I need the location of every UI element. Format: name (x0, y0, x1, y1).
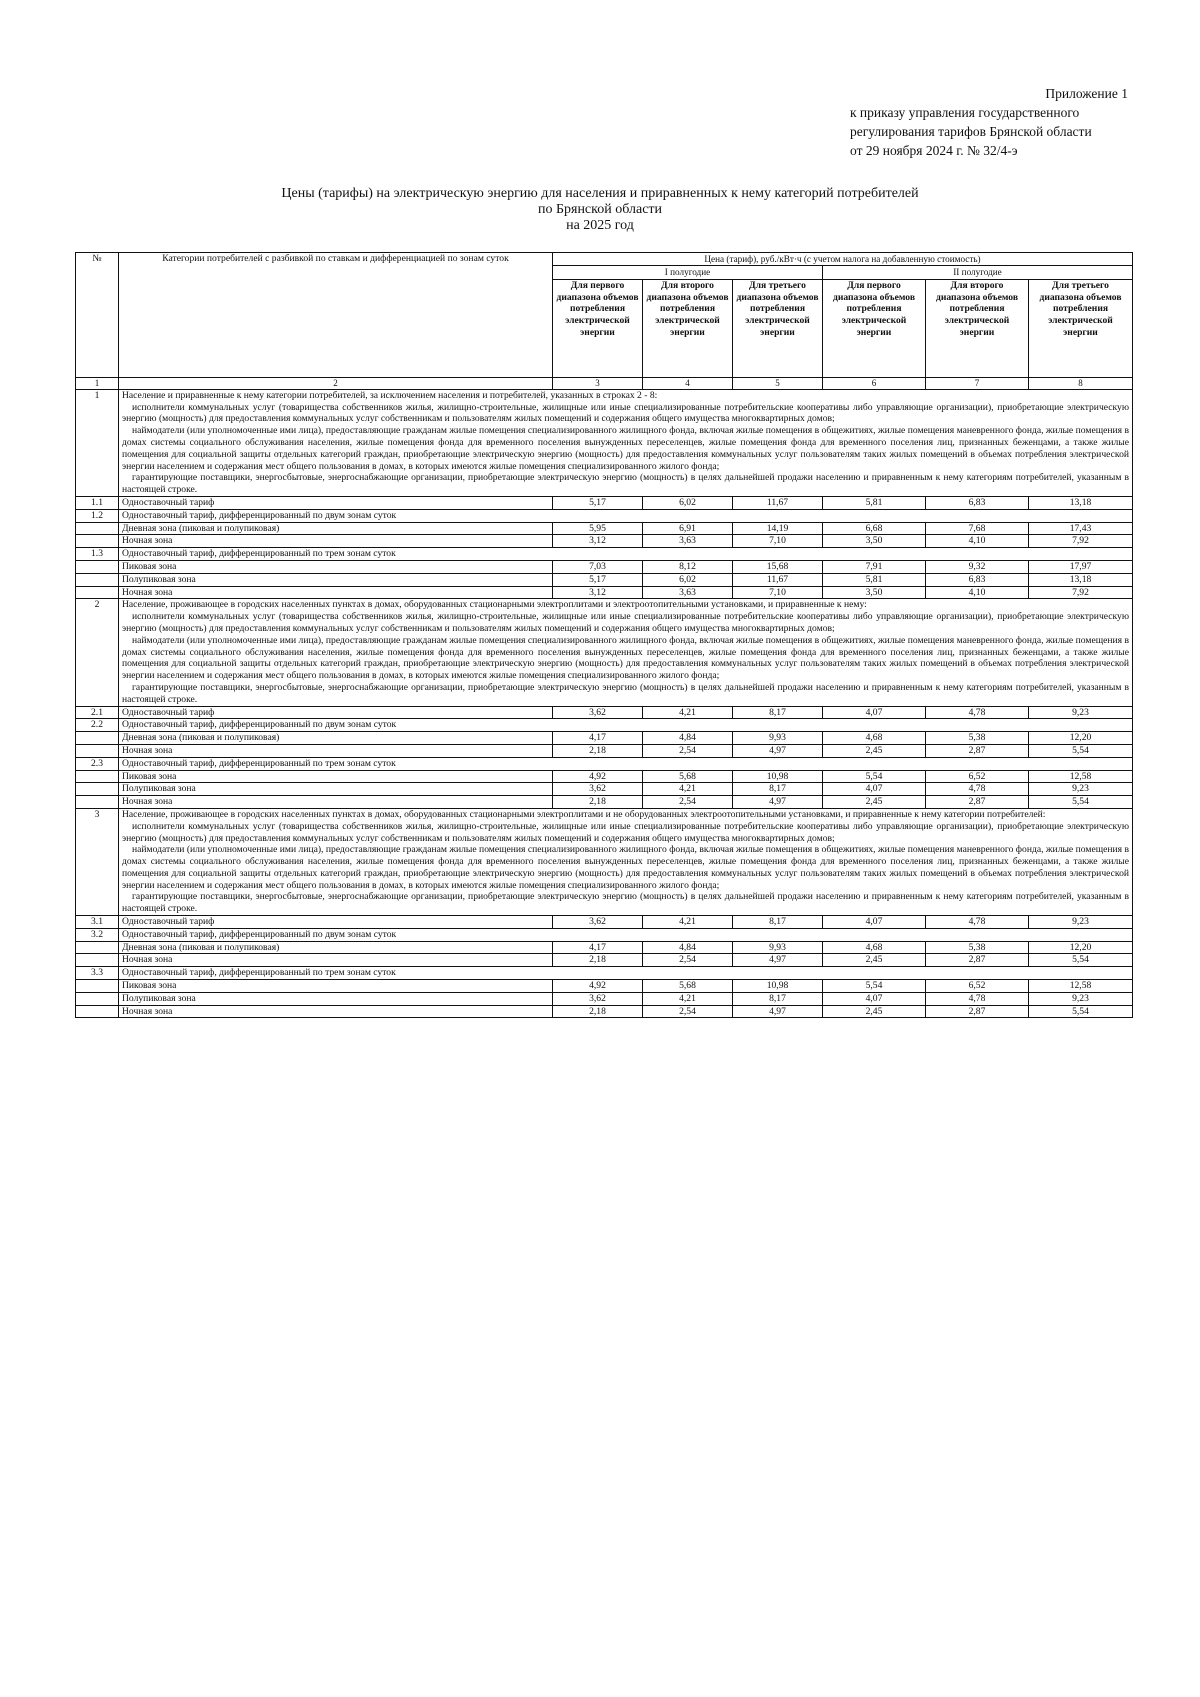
row-number (76, 796, 119, 809)
tariff-value: 5,54 (1029, 744, 1133, 757)
tariff-value: 2,54 (643, 954, 733, 967)
tariff-value: 5,38 (926, 732, 1029, 745)
column-number: 6 (823, 377, 926, 389)
table-row (76, 573, 1133, 586)
header-half-1: I полугодие (553, 266, 823, 279)
annex-order-line: к приказу управления государственного (850, 105, 1080, 120)
tariff-value: 2,54 (643, 796, 733, 809)
tariff-value: 5,17 (553, 573, 643, 586)
row-number (76, 586, 119, 599)
tariff-value: 4,97 (733, 796, 823, 809)
tariff-table (75, 252, 1133, 1018)
document-title (130, 186, 1070, 234)
category-description (119, 808, 1133, 915)
tariff-value: 6,68 (823, 522, 926, 535)
tariff-value: 9,23 (1029, 783, 1133, 796)
tariff-value: 5,17 (553, 496, 643, 509)
category-lead-text: Население и приравненные к нему категории потребителей, за исключением населения и потребителей, указанных в строках 2 - 8: (122, 389, 658, 401)
tariff-value: 2,87 (926, 1005, 1029, 1018)
annex-authority-line: регулирования тарифов Брянской области (850, 124, 1092, 139)
tariff-value: 10,98 (733, 980, 823, 993)
table-row (76, 770, 1133, 783)
tariff-value: 4,92 (553, 980, 643, 993)
tariff-value: 4,68 (823, 941, 926, 954)
category-paragraph: гарантирующие поставщики, энергосбытовые, энергоснабжающие организации, приобретающие электрическую энергию (мощность) в целях дальнейшей продажи населению и приравненным к нему категориям потребителей, указанным в настоящей строке. (122, 891, 1130, 915)
header-category: Категории потребителей с разбивкой по ставкам и дифференциацией по зонам суток (119, 253, 553, 378)
tariff-value: 2,87 (926, 796, 1029, 809)
row-number: 3.2 (76, 928, 119, 941)
tariff-group-label: Одноставочный тариф, дифференцированный по двум зонам суток (119, 719, 1133, 732)
section-number: 1 (76, 389, 119, 496)
tariff-label: Ночная зона (119, 535, 553, 548)
table-row (76, 719, 1133, 732)
table-row (76, 757, 1133, 770)
tariff-value: 7,92 (1029, 586, 1133, 599)
tariff-value: 8,17 (733, 706, 823, 719)
tariff-value: 5,54 (823, 980, 926, 993)
row-number (76, 744, 119, 757)
tariff-value: 4,68 (823, 732, 926, 745)
column-number: 8 (1029, 377, 1133, 389)
header-h1-range-2: Для второго диапазона объемов потребления электрической энергии (643, 279, 733, 377)
row-number (76, 992, 119, 1005)
table-row (76, 522, 1133, 535)
tariff-value: 4,10 (926, 586, 1029, 599)
tariff-value: 4,07 (823, 783, 926, 796)
category-description-row (76, 389, 1133, 496)
tariff-group-label: Одноставочный тариф, дифференцированный по двум зонам суток (119, 509, 1133, 522)
table-row (76, 496, 1133, 509)
table-row (76, 967, 1133, 980)
section-number: 3 (76, 808, 119, 915)
tariff-value: 4,78 (926, 992, 1029, 1005)
table-row (76, 992, 1133, 1005)
row-number: 1.1 (76, 496, 119, 509)
row-number (76, 573, 119, 586)
tariff-value: 9,32 (926, 560, 1029, 573)
tariff-value: 9,23 (1029, 706, 1133, 719)
row-number: 3.1 (76, 916, 119, 929)
tariff-value: 9,93 (733, 732, 823, 745)
table-row (76, 980, 1133, 993)
tariff-value: 4,78 (926, 916, 1029, 929)
tariff-value: 2,87 (926, 744, 1029, 757)
tariff-value: 4,10 (926, 535, 1029, 548)
tariff-value: 4,84 (643, 732, 733, 745)
tariff-value: 6,52 (926, 770, 1029, 783)
tariff-value: 15,68 (733, 560, 823, 573)
category-paragraph: исполнители коммунальных услуг (товарищества собственников жилья, жилищно-строительные, жилищные или иные специализированные потребительские кооперативы либо управляющие организации), приобретающие электрическую энергию (мощность) для предоставления коммунальных услуг собственникам и пользователям жилых помещений и содержания общего имущества многоквартирных домов; (122, 820, 1130, 844)
tariff-value: 14,19 (733, 522, 823, 535)
tariff-value: 7,91 (823, 560, 926, 573)
column-number: 3 (553, 377, 643, 389)
category-paragraph: исполнители коммунальных услуг (товарищества собственников жилья, жилищно-строительные, жилищные или иные специализированные потребительские кооперативы либо управляющие организации), приобретающие электрическую энергию (мощность) для предоставления коммунальных услуг собственникам и пользователям жилых помещений и содержания общего имущества многоквартирных домов; (122, 401, 1130, 425)
tariff-label: Одноставочный тариф (119, 706, 553, 719)
tariff-group-label: Одноставочный тариф, дифференцированный по двум зонам суток (119, 928, 1133, 941)
table-row (76, 732, 1133, 745)
tariff-label: Одноставочный тариф (119, 496, 553, 509)
tariff-value: 3,62 (553, 916, 643, 929)
tariff-value: 5,81 (823, 573, 926, 586)
table-row (76, 586, 1133, 599)
tariff-value: 5,81 (823, 496, 926, 509)
column-number: 7 (926, 377, 1029, 389)
table-row (76, 916, 1133, 929)
row-number: 2.3 (76, 757, 119, 770)
title-line-2: по Брянской области (537, 202, 663, 217)
row-number (76, 770, 119, 783)
table-row (76, 535, 1133, 548)
annex-header (850, 84, 1150, 160)
table-row (76, 706, 1133, 719)
tariff-value: 4,21 (643, 916, 733, 929)
tariff-label: Ночная зона (119, 744, 553, 757)
tariff-label: Пиковая зона (119, 770, 553, 783)
tariff-value: 5,54 (1029, 954, 1133, 967)
tariff-value: 13,18 (1029, 573, 1133, 586)
table-row (76, 548, 1133, 561)
annex-number: Приложение 1 (1045, 86, 1128, 101)
tariff-value: 5,95 (553, 522, 643, 535)
tariff-value: 7,03 (553, 560, 643, 573)
tariff-value: 9,93 (733, 941, 823, 954)
tariff-value: 4,97 (733, 744, 823, 757)
tariff-value: 4,78 (926, 706, 1029, 719)
tariff-value: 2,87 (926, 954, 1029, 967)
tariff-value: 12,20 (1029, 732, 1133, 745)
row-number (76, 522, 119, 535)
column-number: 1 (76, 377, 119, 389)
column-number: 5 (733, 377, 823, 389)
tariff-value: 17,97 (1029, 560, 1133, 573)
column-numbers-row (76, 377, 1133, 389)
header-h2-range-2: Для второго диапазона объемов потребления электрической энергии (926, 279, 1029, 377)
row-number (76, 980, 119, 993)
title-line-1: Цены (тарифы) на электрическую энергию для населения и приравненных к нему категорий потребителей (281, 186, 919, 201)
tariff-value: 4,78 (926, 783, 1029, 796)
tariff-value: 2,54 (643, 1005, 733, 1018)
row-number (76, 783, 119, 796)
tariff-value: 2,18 (553, 954, 643, 967)
tariff-group-label: Одноставочный тариф, дифференцированный по трем зонам суток (119, 757, 1133, 770)
tariff-value: 17,43 (1029, 522, 1133, 535)
tariff-label: Пиковая зона (119, 980, 553, 993)
tariff-value: 4,84 (643, 941, 733, 954)
tariff-value: 3,63 (643, 586, 733, 599)
tariff-value: 2,45 (823, 796, 926, 809)
tariff-value: 3,50 (823, 586, 926, 599)
table-row (76, 783, 1133, 796)
header-h1-range-3: Для третьего диапазона объемов потребления электрической энергии (733, 279, 823, 377)
table-row (76, 560, 1133, 573)
tariff-value: 2,54 (643, 744, 733, 757)
category-paragraph: наймодатели (или уполномоченные ими лица), предоставляющие гражданам жилые помещения специализированного жилищного фонда, включая жилые помещения в общежитиях, жилые помещения маневренного фонда, жилые помещения в домах системы социального обслуживания населения, жилые помещения фонда для временного поселения вынужденных переселенцев, жилые помещения фонда для временного поселения лиц, признанных беженцами, а также жилые помещения для социальной защиты отдельных категорий граждан, приобретающие электрическую энергию (мощность) для предоставления коммунальных услуг пользователям таких жилых помещений в объемах потребления электрической энергии населением и содержания мест общего пользования в домах, в которых имеются жилые помещения специализированного жилого фонда; (122, 425, 1130, 472)
tariff-value: 6,52 (926, 980, 1029, 993)
row-number (76, 941, 119, 954)
category-paragraph: гарантирующие поставщики, энергосбытовые, энергоснабжающие организации, приобретающие электрическую энергию (мощность) в целях дальнейшей продажи населению и приравненным к нему категориям потребителей, указанным в настоящей строке. (122, 681, 1130, 705)
tariff-value: 4,92 (553, 770, 643, 783)
tariff-label: Ночная зона (119, 586, 553, 599)
tariff-value: 4,07 (823, 916, 926, 929)
tariff-value: 3,62 (553, 992, 643, 1005)
tariff-group-label: Одноставочный тариф, дифференцированный по трем зонам суток (119, 548, 1133, 561)
category-lead-text: Население, проживающее в городских населенных пунктах в домах, оборудованных стационарными электроплитами и не оборудованных электроотопительными установками, и приравненные к нему категории потребителей: (122, 808, 1046, 820)
tariff-value: 5,54 (1029, 796, 1133, 809)
tariff-value: 8,17 (733, 783, 823, 796)
category-description-row (76, 599, 1133, 706)
tariff-value: 4,21 (643, 706, 733, 719)
tariff-value: 4,97 (733, 954, 823, 967)
tariff-value: 5,54 (1029, 1005, 1133, 1018)
category-paragraph: гарантирующие поставщики, энергосбытовые, энергоснабжающие организации, приобретающие электрическую энергию (мощность) в целях дальнейшей продажи населению и приравненным к нему категориям потребителей, указанным в настоящей строке. (122, 472, 1130, 496)
tariff-value: 6,02 (643, 496, 733, 509)
tariff-value: 4,17 (553, 732, 643, 745)
tariff-value: 4,17 (553, 941, 643, 954)
tariff-value: 5,54 (823, 770, 926, 783)
tariff-value: 6,91 (643, 522, 733, 535)
tariff-value: 5,38 (926, 941, 1029, 954)
row-number (76, 1005, 119, 1018)
row-number: 2.2 (76, 719, 119, 732)
header-number: № (76, 253, 119, 378)
tariff-value: 4,07 (823, 706, 926, 719)
tariff-value: 12,58 (1029, 770, 1133, 783)
tariff-value: 8,12 (643, 560, 733, 573)
row-number: 2.1 (76, 706, 119, 719)
table-row (76, 744, 1133, 757)
section-number: 2 (76, 599, 119, 706)
tariff-value: 9,23 (1029, 992, 1133, 1005)
tariff-value: 7,92 (1029, 535, 1133, 548)
header-price: Цена (тариф), руб./кВт·ч (с учетом налога на добавленную стоимость) (553, 253, 1133, 266)
tariff-label: Ночная зона (119, 954, 553, 967)
table-row (76, 1005, 1133, 1018)
tariff-label: Дневная зона (пиковая и полупиковая) (119, 732, 553, 745)
tariff-value: 7,10 (733, 586, 823, 599)
tariff-group-label: Одноставочный тариф, дифференцированный по трем зонам суток (119, 967, 1133, 980)
tariff-value: 6,83 (926, 573, 1029, 586)
tariff-value: 2,18 (553, 1005, 643, 1018)
header-h2-range-1: Для первого диапазона объемов потребления электрической энергии (823, 279, 926, 377)
category-paragraph: наймодатели (или уполномоченные ими лица), предоставляющие гражданам жилые помещения специализированного жилищного фонда, включая жилые помещения в общежитиях, жилые помещения маневренного фонда, жилые помещения в домах системы социального обслуживания населения, жилые помещения фонда для временного поселения вынужденных переселенцев, жилые помещения фонда для временного поселения лиц, признанных беженцами, а также жилые помещения для социальной защиты отдельных категорий граждан, приобретающие электрическую энергию (мощность) для предоставления коммунальных услуг пользователям таких жилых помещений в объемах потребления электрической энергии населением и содержания мест общего пользования в домах, в которых имеются жилые помещения специализированного жилого фонда; (122, 634, 1130, 682)
header-h2-range-3: Для третьего диапазона объемов потребления электрической энергии (1029, 279, 1133, 377)
tariff-value: 3,63 (643, 535, 733, 548)
tariff-label: Дневная зона (пиковая и полупиковая) (119, 522, 553, 535)
annex-date-line: от 29 ноября 2024 г. № 32/4-э (850, 143, 1018, 158)
tariff-value: 2,45 (823, 744, 926, 757)
tariff-value: 4,07 (823, 992, 926, 1005)
table-row (76, 796, 1133, 809)
column-number: 2 (119, 377, 553, 389)
row-number: 1.2 (76, 509, 119, 522)
tariff-value: 8,17 (733, 992, 823, 1005)
tariff-value: 5,68 (643, 980, 733, 993)
table-row (76, 509, 1133, 522)
tariff-value: 4,21 (643, 992, 733, 1005)
column-number: 4 (643, 377, 733, 389)
tariff-label: Ночная зона (119, 1005, 553, 1018)
tariff-value: 2,18 (553, 796, 643, 809)
tariff-value: 3,12 (553, 535, 643, 548)
tariff-value: 6,02 (643, 573, 733, 586)
tariff-value: 10,98 (733, 770, 823, 783)
tariff-value: 2,45 (823, 1005, 926, 1018)
category-paragraph: наймодатели (или уполномоченные ими лица), предоставляющие гражданам жилые помещения специализированного жилищного фонда, включая жилые помещения в общежитиях, жилые помещения маневренного фонда, жилые помещения в домах системы социального обслуживания населения, жилые помещения фонда для временного поселения вынужденных переселенцев, жилые помещения фонда для временного поселения лиц, признанных беженцами, а также жилые помещения для социальной защиты отдельных категорий граждан, приобретающие электрическую энергию (мощность) для предоставления коммунальных услуг пользователям таких жилых помещений в объемах потребления электрической энергии населением и содержания мест общего пользования в домах, в которых имеются жилые помещения специализированного жилого фонда; (122, 844, 1130, 891)
table-row (76, 954, 1133, 967)
tariff-value: 3,62 (553, 706, 643, 719)
tariff-value: 2,45 (823, 954, 926, 967)
row-number (76, 560, 119, 573)
tariff-value: 7,10 (733, 535, 823, 548)
row-number: 3.3 (76, 967, 119, 980)
tariff-label: Одноставочный тариф (119, 916, 553, 929)
header-h1-range-1: Для первого диапазона объемов потребления электрической энергии (553, 279, 643, 377)
tariff-value: 3,62 (553, 783, 643, 796)
tariff-value: 4,21 (643, 783, 733, 796)
tariff-value: 11,67 (733, 573, 823, 586)
category-description-row (76, 808, 1133, 915)
table-row (76, 941, 1133, 954)
tariff-label: Ночная зона (119, 796, 553, 809)
tariff-label: Полупиковая зона (119, 573, 553, 586)
category-description (119, 599, 1133, 706)
tariff-value: 7,68 (926, 522, 1029, 535)
tariff-value: 3,50 (823, 535, 926, 548)
row-number (76, 732, 119, 745)
row-number (76, 954, 119, 967)
tariff-value: 4,97 (733, 1005, 823, 1018)
tariff-value: 11,67 (733, 496, 823, 509)
tariff-value: 12,20 (1029, 941, 1133, 954)
header-half-2: II полугодие (823, 266, 1133, 279)
tariff-label: Полупиковая зона (119, 992, 553, 1005)
row-number: 1.3 (76, 548, 119, 561)
tariff-value: 13,18 (1029, 496, 1133, 509)
tariff-label: Пиковая зона (119, 560, 553, 573)
table-row (76, 928, 1133, 941)
table-body (76, 389, 1133, 1018)
tariff-value: 12,58 (1029, 980, 1133, 993)
tariff-value: 8,17 (733, 916, 823, 929)
category-description (119, 389, 1133, 496)
tariff-value: 5,68 (643, 770, 733, 783)
tariff-value: 2,18 (553, 744, 643, 757)
tariff-value: 6,83 (926, 496, 1029, 509)
title-line-3: на 2025 год (566, 218, 634, 233)
tariff-label: Полупиковая зона (119, 783, 553, 796)
tariff-value: 3,12 (553, 586, 643, 599)
tariff-label: Дневная зона (пиковая и полупиковая) (119, 941, 553, 954)
category-paragraph: исполнители коммунальных услуг (товарищества собственников жилья, жилищно-строительные, жилищные или иные специализированные потребительские кооперативы либо управляющие организации), приобретающие электрическую энергию (мощность) для предоставления коммунальных услуг собственникам и пользователям жилых помещений и содержания общего имущества многоквартирных домов; (122, 611, 1130, 634)
tariff-value: 9,23 (1029, 916, 1133, 929)
category-lead-text: Население, проживающее в городских населенных пунктах в домах, оборудованных стационарными электроплитами и электроотопительными установками, и приравненные к нему: (122, 599, 867, 611)
row-number (76, 535, 119, 548)
